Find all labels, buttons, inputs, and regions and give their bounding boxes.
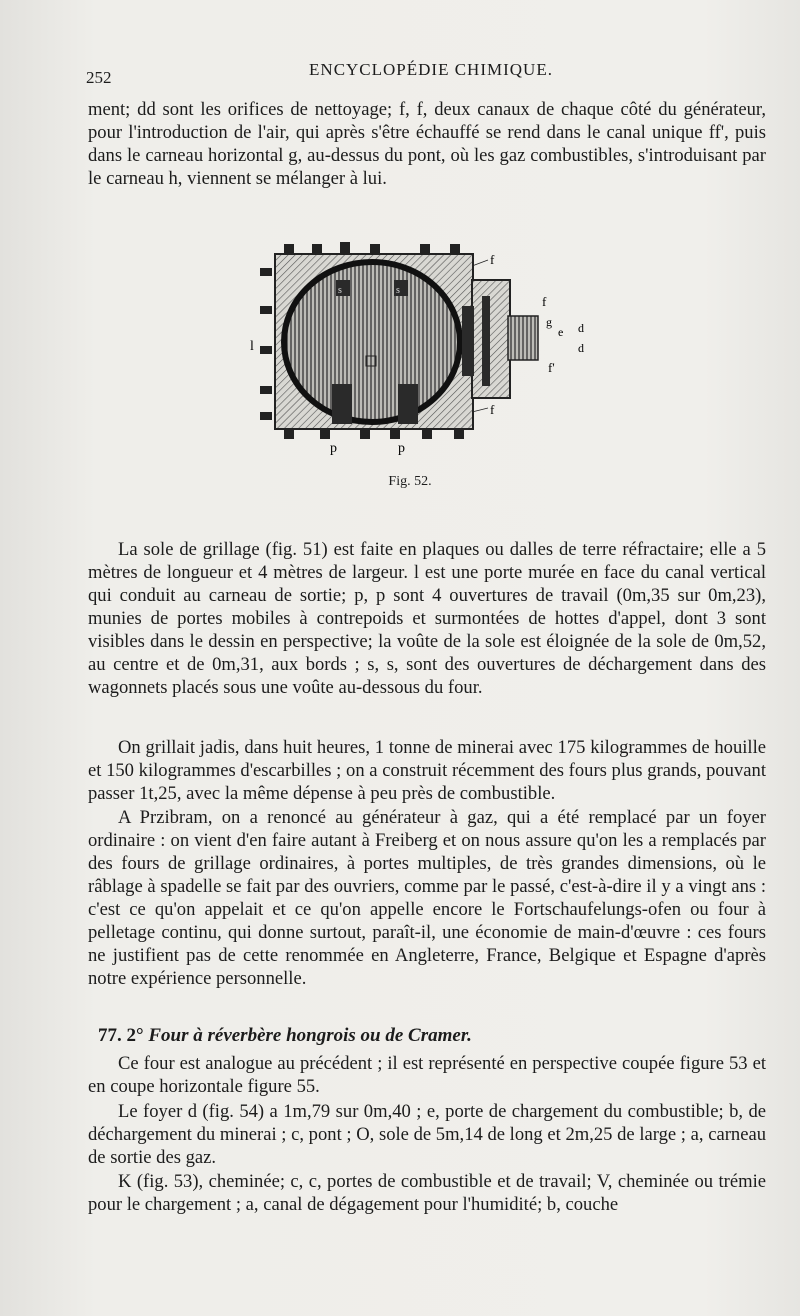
label-g: g [546, 315, 552, 329]
label-l: l [250, 339, 254, 354]
flue-channel [508, 316, 538, 360]
label-f-prime: f' [548, 360, 555, 375]
running-title: ENCYCLOPÉDIE CHIMIQUE. [309, 60, 553, 79]
paragraph-przibram: A Przibram, on a renoncé au générateur à gaz, qui a été remplacé par un foyer ordinaire : on vient d'en faire autant à Freiberg et on nous assure qu'on les a remplacés par des fours de grillage ordinaires, à portes multiples, de très grandes dimensions, où le râblage à spadelle se fait par des ouvriers, comme par le passé, c'est-à-dire il y a vingt ans : c'est ce qu'on appelait et ce qu'on appelle encore le Fortschaufelungs-ofen ou four à pelletage continu, qui donne surtout, paraît-il, une économie de main-d'œuvre : ces fours ne justifient pas de cette renommée en Angleterre, France, Belgique et Espagne d'après notre expérience personnelle. [88, 807, 766, 989]
paragraph-sole-de-grillage: La sole de grillage (fig. 51) est faite en plaques ou dalles de terre réfractaire; elle a 5 mètres de longueur et 4 mètres de largeur. l est une porte murée en face du canal vertical qui conduit au carneau de sortie; p, p sont 4 ouvertures de travail (0m,35 sur 0m,23), munies de portes mobiles à contrepoids et surmontées de hottes d'appel, dont 3 sont visibles dans le dessin en perspective; la voûte de la sole est éloignée de la sole de 0m,52, au centre et de 0m,31, aux bords ; s, s, sont des ouvertures de déchargement dans des wagonnets placés sous une voûte au-dessous du four. [88, 539, 766, 698]
gas-channel [462, 306, 474, 376]
label-d-lower: d [578, 341, 584, 355]
bottom-studs [284, 429, 464, 439]
label-s-right: s [396, 285, 400, 296]
section-title: Four à réverbère hongrois ou de Cramer. [148, 1025, 472, 1046]
top-studs [284, 242, 460, 254]
label-f-right: f [542, 294, 547, 309]
paragraph-continuation: ment; dd sont les orifices de nettoyage; f, f, deux canaux de chaque côté du générateur, pour l'introduction de l'air, qui après s'être échauffé se rend dans le canal unique ff', puis dans le carneau horizontal g, au-dessus du pont, où les gaz combustibles, s'introduisant par le carneau h, viennent se mélanger à lui. [88, 99, 766, 189]
label-s-left: s [338, 285, 342, 296]
paragraph-foyer: Le foyer d (fig. 54) a 1m,79 sur 0m,40 ; e, porte de chargement du combustible; b, de déchargement du minerai ; c, pont ; O, sole de 5m,14 de long et 2m,25 de large ; a, carneau de sortie des gaz. [88, 1101, 766, 1168]
label-p-left: p [330, 441, 337, 456]
page-header [86, 60, 776, 88]
section-number: 77. 2° [98, 1025, 144, 1046]
paragraph-grillait-jadis: On grillait jadis, dans huit heures, 1 tonne de minerai avec 175 kilogrammes de houille et 150 kilogrammes d'escarbilles ; on a construit récemment des fours plus grands, pouvant passer 1t,25, avec la même dépense à peu près de combustible. [88, 737, 766, 804]
air-channel [482, 296, 490, 386]
label-d-upper: d [578, 321, 584, 335]
left-studs [260, 268, 272, 420]
paragraph-cheminee: K (fig. 53), cheminée; c, c, portes de combustible et de travail; V, cheminée ou trémie pour le chargement ; a, canal de dégagement pour l'humidité; b, couche [88, 1171, 766, 1215]
work-opening-left [332, 384, 352, 424]
page-number: 252 [86, 68, 112, 87]
label-f-top: f [490, 252, 495, 267]
label-p-right: p [398, 441, 405, 456]
figure-caption: Fig. 52. [388, 474, 432, 489]
label-f-bottom: f [490, 402, 495, 417]
side-extension [472, 280, 510, 398]
paragraph-four-analogue: Ce four est analogue au précédent ; il est représenté en perspective coupée figure 53 et en coupe horizontale figure 55. [88, 1053, 766, 1097]
label-e: e [558, 325, 564, 339]
furnace-plan-figure [250, 236, 600, 456]
hearth-circle [284, 262, 460, 422]
work-opening-right [398, 384, 418, 424]
section-heading [98, 1025, 472, 1047]
